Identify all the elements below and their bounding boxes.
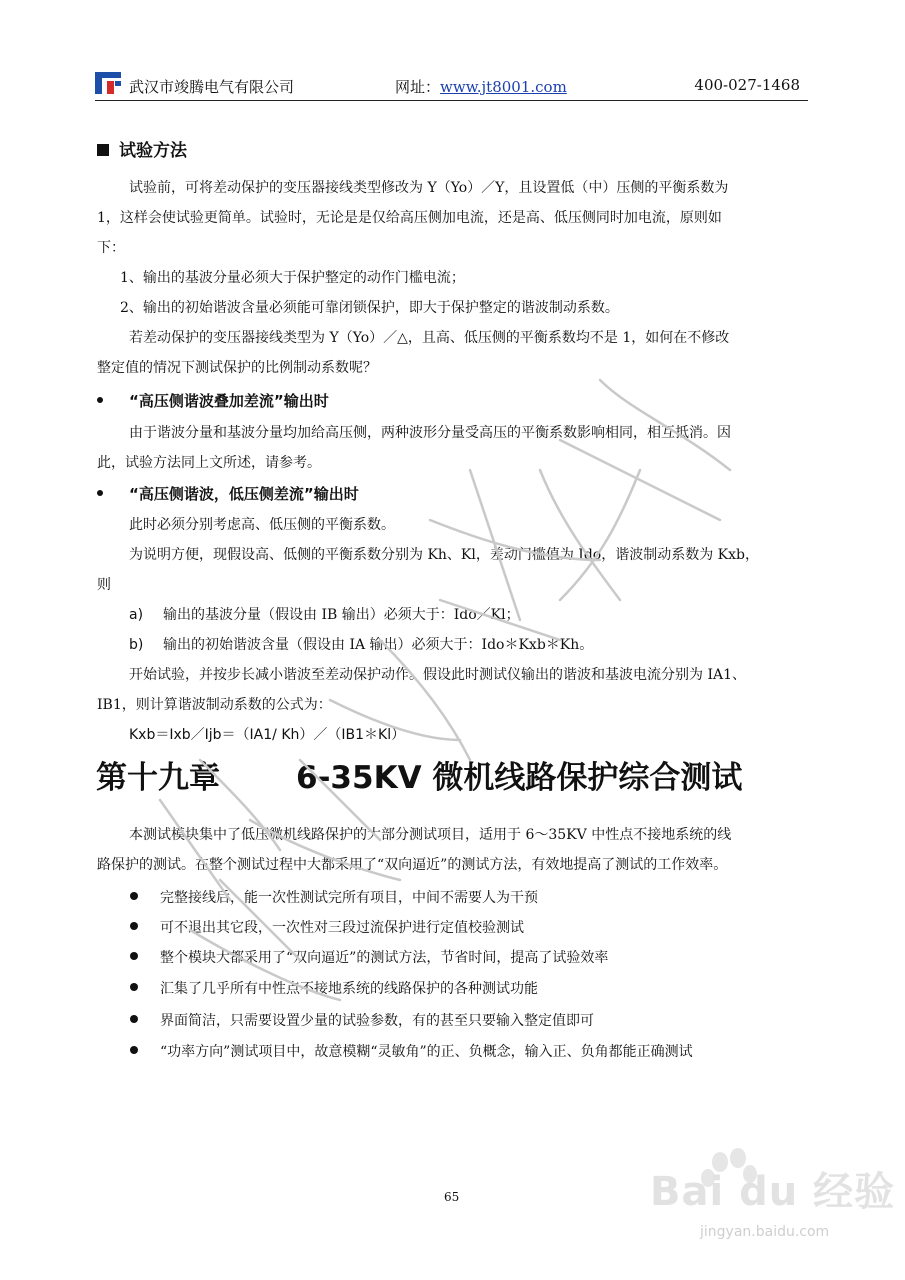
bullet-icon [130, 952, 138, 960]
website [395, 76, 567, 97]
section-heading [97, 136, 187, 161]
formula: Kxb＝Ixb／Ijb＝（IA1/ Kh）／（IB1＊Kl） [129, 727, 406, 743]
page-number: 65 [444, 1190, 460, 1204]
feature-item [130, 1041, 693, 1061]
item-label: a) [129, 607, 144, 623]
feature-text: “功率方向”测试项目中，故意模糊“灵敏角”的正、负概念，输入正、负角都能正确测试 [160, 1044, 693, 1060]
paragraph: 开始试验，并按步长减小谐波至差动保护动作。假设此时测试仪输出的谐波和基波电流分别为 IA1、 [129, 667, 746, 683]
bullet-icon [130, 1046, 138, 1054]
paragraph: 下： [97, 240, 125, 256]
bullet-icon [97, 397, 103, 403]
chapter-heading [96, 752, 742, 797]
paragraph: 为说明方便，现假设高、低侧的平衡系数分别为 Kh、Kl，差动门槛值为 Ido，谐波制动系数为 Kxb， [129, 547, 759, 563]
feature-item [130, 978, 538, 998]
item-text: 输出的初始谐波含量（假设由 IA 输出）必须大于：Ido＊Kxb＊Kh。 [163, 637, 594, 653]
list-item [129, 605, 520, 625]
paragraph: 路保护的测试。在整个测试过程中大都采用了“双向逼近”的测试方法，有效地提高了测试的工作效率。 [97, 857, 728, 873]
paragraph: 1，这样会使试验更简单。试验时，无论是是仅给高压侧加电流，还是高、低压侧同时加电流，原则如 [97, 210, 722, 226]
paragraph: IB1，则计算谐波制动系数的公式为： [97, 697, 332, 713]
paragraph: 若差动保护的变压器接线类型为 Y（Yo）／△，且高、低压侧的平衡系数均不是 1，如何在不修改 [129, 330, 730, 346]
feature-text: 可不退出其它段，一次性对三段过流保护进行定值校验测试 [160, 920, 524, 936]
company-logo-icon [95, 72, 121, 94]
bullet-icon [130, 1015, 138, 1023]
paragraph: 本测试模块集中了低压微机线路保护的大部分测试项目，适用于 6～35KV 中性点不接地系统的线 [129, 827, 732, 843]
feature-item [130, 887, 538, 907]
item-text: 输出的基波分量（假设由 IB 输出）必须大于：Ido／Kl； [163, 607, 520, 623]
section-title: 试验方法 [119, 141, 187, 161]
item-label: b) [129, 637, 144, 653]
baidu-url: jingyan.baidu.com [700, 1224, 830, 1240]
baidu-logo-text: Bai du 经验 [650, 1169, 896, 1215]
paragraph: 则 [97, 577, 111, 593]
square-bullet-icon [97, 144, 109, 156]
bullet-icon [130, 983, 138, 991]
feature-item [130, 1010, 594, 1030]
paragraph: 由于谐波分量和基波分量均加给高压侧，两种波形分量受高压的平衡系数影响相同，相互抵消。因 [129, 425, 731, 441]
subheading [97, 483, 359, 504]
rule-item: 2、输出的初始谐波含量必须能可靠闭锁保护，即大于保护整定的谐波制动系数。 [120, 300, 619, 316]
chapter-number: 第十九章 [96, 760, 220, 796]
feature-text: 汇集了几乎所有中性点不接地系统的线路保护的各种测试功能 [160, 981, 538, 997]
list-item [129, 635, 593, 655]
feature-item [130, 947, 608, 967]
website-label: 网址： [395, 78, 441, 96]
subheading-text: “高压侧谐波叠加差流”输出时 [129, 392, 329, 410]
bullet-icon [97, 490, 103, 496]
feature-text: 整个模块大都采用了“双向逼近”的测试方法，节省时间，提高了试验效率 [160, 950, 609, 966]
website-link[interactable]: www.jt8001.com [440, 78, 567, 96]
feature-item [130, 917, 524, 937]
subheading [97, 390, 329, 411]
subheading-text: “高压侧谐波，低压侧差流”输出时 [129, 485, 359, 503]
paragraph: 试验前，可将差动保护的变压器接线类型修改为 Y（Yo）／Y，且设置低（中）压侧的平衡系数为 [129, 180, 729, 196]
chapter-title: 6-35KV 微机线路保护综合测试 [296, 760, 743, 796]
feature-text: 界面简洁，只需要设置少量的试验参数，有的甚至只要输入整定值即可 [160, 1013, 594, 1029]
bullet-icon [130, 892, 138, 900]
paragraph: 此，试验方法同上文所述，请参考。 [97, 455, 321, 471]
feature-text: 完整接线后，能一次性测试完所有项目，中间不需要人为干预 [160, 890, 538, 906]
rule-item: 1、输出的基波分量必须大于保护整定的动作门槛电流； [120, 270, 465, 286]
paragraph: 此时必须分别考虑高、低压侧的平衡系数。 [129, 517, 395, 533]
bullet-icon [130, 922, 138, 930]
phone-number: 400-027-1468 [694, 76, 800, 94]
paragraph: 整定值的情况下测试保护的比例制动系数呢？ [97, 360, 377, 376]
page-header [95, 70, 808, 101]
company-name: 武汉市竣腾电气有限公司 [129, 78, 295, 96]
